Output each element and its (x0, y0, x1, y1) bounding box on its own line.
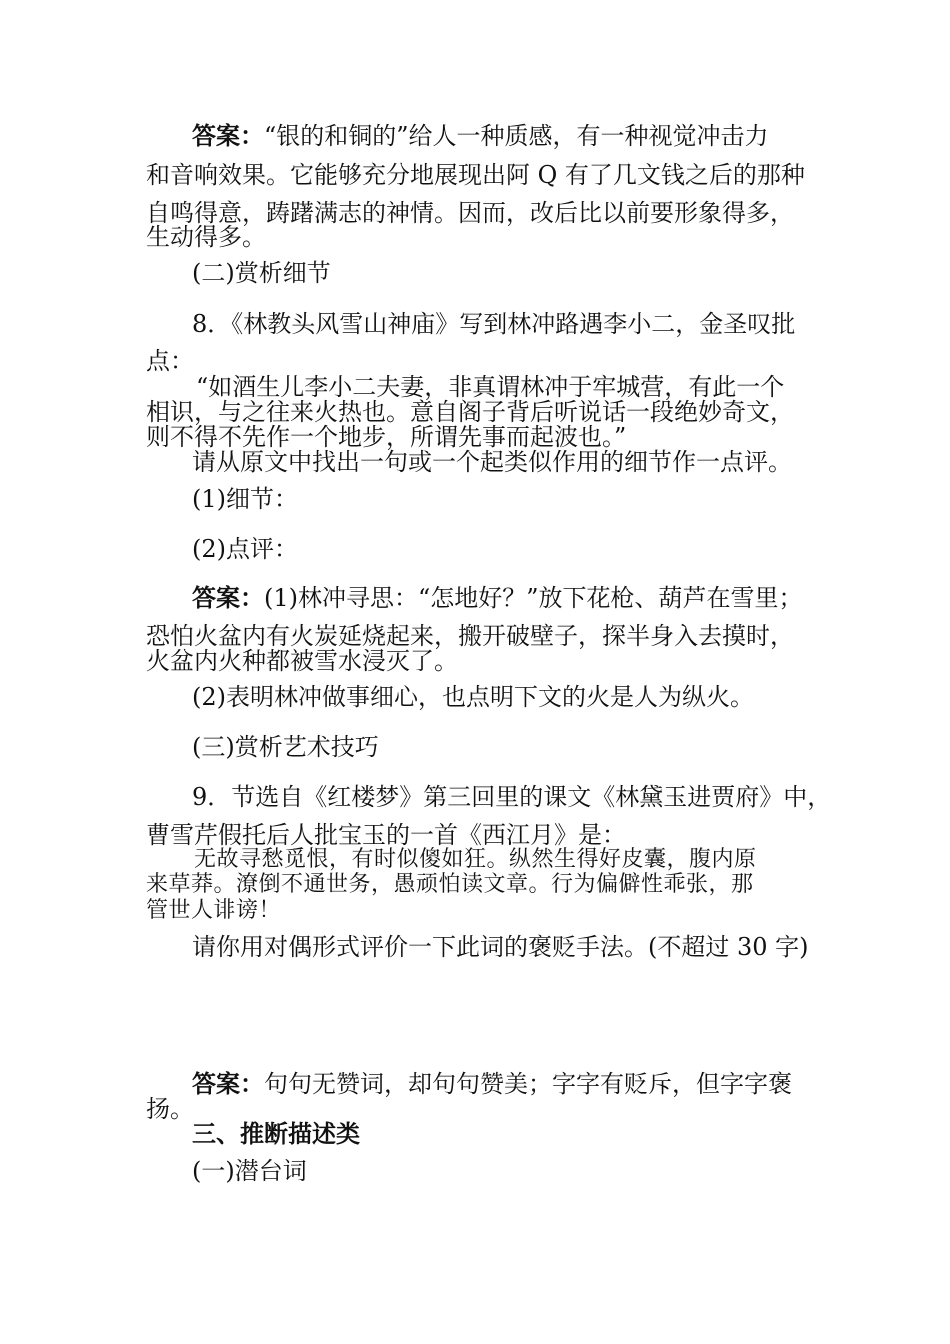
question-prompt: 请你用对偶形式评价一下此词的褒贬手法。(不超过 30 字) (192, 933, 809, 961)
section-heading: (二)赏析细节 (192, 259, 331, 287)
answer-paragraph-3 (192, 1069, 792, 1099)
poem-line: 来草莽。潦倒不通世务，愚顽怕读文章。行为偏僻性乖张，那 (146, 872, 754, 897)
part-heading: 三、推断描述类 (192, 1119, 360, 1148)
text-line: 点： (146, 347, 194, 375)
sub-question: (1)细节： (192, 485, 298, 513)
answer-label: 答案： (192, 1069, 264, 1098)
text-line: (2)表明林冲做事细心，也点明下文的火是人为纵火。 (192, 683, 754, 711)
sub-question: (2)点评： (192, 535, 298, 563)
answer-label: 答案： (192, 121, 264, 150)
section-heading: (三)赏析艺术技巧 (192, 733, 379, 761)
quote-line: 则不得不先作一个地步，所谓先事而起波也。” (146, 423, 627, 451)
quote-line: “如酒生儿李小二夫妻，非真谓林冲于牢城营，有此一个 (196, 373, 785, 401)
answer-label: 答案： (192, 583, 264, 612)
question-8: 8．《林教头风雪山神庙》写到林冲路遇李小二，金圣叹批 (192, 310, 796, 338)
text-line: 生动得多。 (146, 223, 266, 251)
answer-text: “银的和铜的”给人一种质感，有一种视觉冲击力 (264, 122, 769, 150)
text-line: 恐怕火盆内有火炭延烧起来，搬开破壁子，探半身入去摸时， (146, 622, 794, 650)
question-prompt: 请从原文中找出一句或一个起类似作用的细节作一点评。 (192, 448, 792, 476)
text-line: 火盆内火种都被雪水浸灭了。 (146, 647, 458, 675)
answer-paragraph-2 (192, 583, 803, 613)
question-9: 9．节选自《红楼梦》第三回里的课文《林黛玉进贾府》中， (192, 783, 832, 811)
answer-text: (1)林冲寻思：“怎地好？”放下花枪、葫芦在雪里； (264, 584, 803, 612)
text-line: 扬。 (146, 1095, 194, 1123)
answer-paragraph-1 (192, 121, 769, 151)
text-line: 和音响效果。它能够充分地展现出阿 Q 有了几文钱之后的那种 (146, 161, 805, 189)
text-line: 自鸣得意，踌躇满志的神情。因而，改后比以前要形象得多， (146, 199, 794, 227)
answer-text: 句句无赞词，却句句赞美；字字有贬斥，但字字褒 (264, 1070, 792, 1098)
quote-line: 相识，与之往来火热也。意自阁子背后听说话一段绝妙奇文， (146, 398, 794, 426)
poem-line: 无故寻愁觅恨，有时似傻如狂。纵然生得好皮囊，腹内原 (194, 847, 757, 872)
text-line: 曹雪芹假托后人批宝玉的一首《西江月》是： (146, 821, 626, 849)
section-heading: (一)潜台词 (192, 1157, 307, 1185)
poem-line: 管世人诽谤！ (146, 898, 282, 923)
